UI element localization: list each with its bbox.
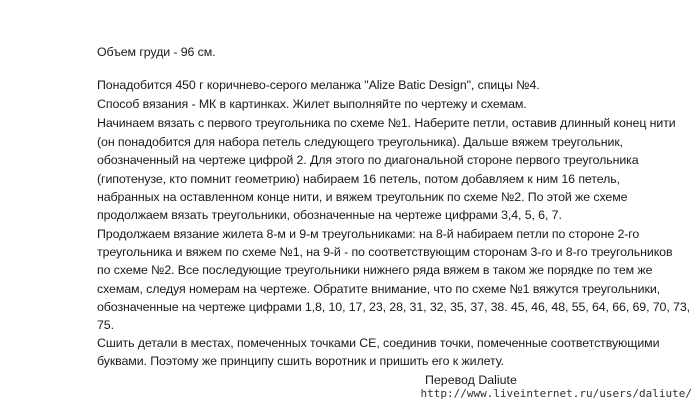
text-line: Начинаем вязать с первого треугольника по схеме №1. Наберите петли, оставив длинный конец нити (97, 116, 676, 130)
text-line: Способ вязания - МК в картинках. Жилет выполняйте по чертежу и схемам. (97, 97, 527, 111)
text-line: обозначенные на чертеже цифрами 1,8, 10, 17, 23, 28, 31, 32, 35, 37, 38. 45, 46, 48, 55, 64, 66, 69, 70, 73, (97, 300, 690, 314)
source-url-watermark: http://www.liveinternet.ru/users/daliute/ (420, 387, 692, 400)
text-line: Понадобится 450 г коричнево-серого меланжа "Alize Batic Design", спицы №4. (97, 78, 540, 92)
text-line: продолжаем вязать треугольники, обозначенные на чертеже цифрами 3,4, 5, 6, 7. (97, 208, 562, 222)
text-line: набранных на оставленном конце нити, и вяжем треугольник по схеме №2. По этой же схеме (97, 190, 628, 204)
text-line: обозначенный на чертеже цифрой 2. Для этого по диагональной стороне первого треугольника (97, 153, 639, 167)
text-line: буквами. Поэтому же принципу сшить воротник и пришить его к жилету. (97, 354, 504, 368)
text-line: треугольника и вяжем по схеме №1, на 9-й - по соответствующим сторонам 3-го и 8-го треугольников (97, 245, 673, 259)
text-line: Сшить детали в местах, помеченных точками СЕ, соединив точки, помеченные соответствующими (97, 336, 660, 350)
chest-size-heading: Объем груди - 96 см. (97, 45, 216, 59)
text-line: схемам, следуя номерам на чертеже. Обратите внимание, что по схеме №1 вяжутся треугольники, (97, 282, 660, 296)
text-line: (он понадобится для набора петель следующего треугольника). Дальше вяжем треугольник, (97, 135, 623, 149)
text-line: (гипотенузе, кто помнит геометрию) набираем 16 петель, потом добавляем к ним 16 петель, (97, 172, 620, 186)
text-line: Продолжаем вязание жилета 8-м и 9-м треугольниками: на 8-й набираем петли по стороне 2-го (97, 227, 640, 241)
text-line: 75. (97, 318, 114, 332)
translator-credit: Перевод Daliute (425, 373, 517, 387)
text-line: по схеме №2. Все последующие треугольники нижнего ряда вяжем в таком же порядке по тем же (97, 263, 653, 277)
